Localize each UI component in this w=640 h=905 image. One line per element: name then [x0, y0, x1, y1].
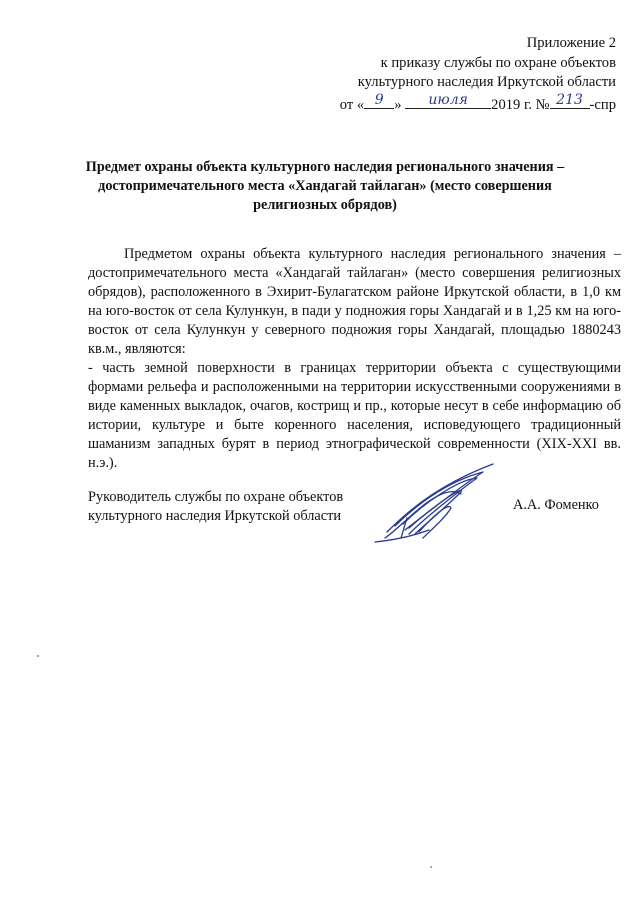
- body-paragraph-intro: Предметом охраны объекта культурного наследия регионального значения – достопримечательного места «Хандагай тайлаган» (место совершения религиозных обрядов), расположенного в Эхирит-Булагатском районе Иркутской области, в 1,0 км на юго-восток от села Кулункун, в пади у подножия горы Хандагай и в 1,25 км на юго-восток от села Кулункун у северного подножия горы Хандагай, площадью 1880243 кв.м., являются:: [88, 246, 621, 357]
- body-paragraph-list-item: - часть земной поверхности в границах территории объекта с существующими формами рельефа и расположенными на территории искусственными сооружениями в виде каменных выкладок, очагов, кострищ и пр., которые несут в себе информацию об истории, культуре и быте коренного населения, исповедующего традиционный шаманизм западных бурят в период этнографической современности (XIX-XXI вв. н.э.).: [88, 360, 621, 471]
- appendix-number: Приложение 2: [526, 35, 616, 51]
- title-line-1: Предмет охраны объекта культурного наследия регионального значения –: [85, 159, 565, 175]
- scan-speck: [37, 655, 39, 657]
- scan-speck: [430, 866, 432, 868]
- signatory-name: А.А. Фоменко: [513, 497, 599, 513]
- title-line-3: религиозных обрядов): [253, 197, 397, 213]
- signatory-position-line-1: Руководитель службы по охране объектов: [88, 489, 344, 505]
- order-reference: к приказу службы по охране объектов: [380, 54, 616, 71]
- signatory-position: [88, 488, 343, 526]
- appendix-header: [340, 34, 616, 115]
- order-suffix: -спр: [589, 96, 616, 113]
- signatory-position-line-2: культурного наследия Иркутской области: [88, 508, 341, 524]
- title-line-2: достопримечательного места «Хандагай тайлаган» (место совершения: [98, 178, 552, 194]
- date-prefix: от «: [339, 96, 365, 113]
- year-and-number-label: 2019 г. №: [491, 96, 550, 113]
- handwritten-month: июля: [405, 93, 491, 109]
- handwritten-signature: [365, 458, 505, 548]
- handwritten-day: 9: [364, 93, 394, 109]
- date-day-close: »: [394, 96, 402, 113]
- document-title: [80, 158, 570, 215]
- handwritten-order-number: 213: [550, 93, 590, 109]
- order-date-line: [340, 93, 616, 116]
- document-body: [88, 245, 621, 473]
- order-issuer: культурного наследия Иркутской области: [357, 74, 616, 90]
